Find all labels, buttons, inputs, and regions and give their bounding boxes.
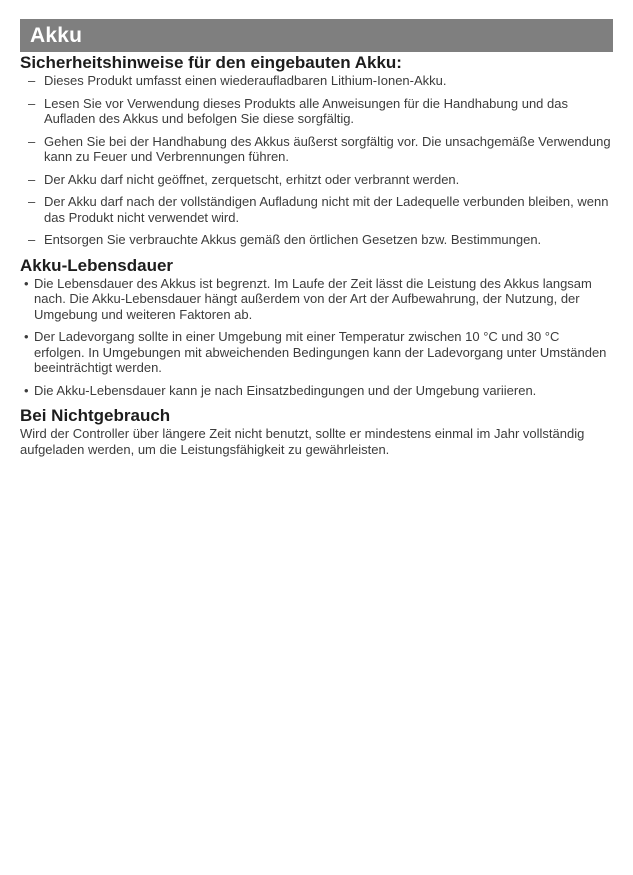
safety-list [20,73,613,248]
list-item-text: Entsorgen Sie verbrauchte Akkus gemäß den örtlichen Gesetzen bzw. Bestimmungen. [44,232,542,247]
dash-marker: – [28,95,36,111]
page-title: Akku [30,23,83,47]
bullet-marker: • [24,382,29,398]
bullet-marker: • [24,329,29,344]
section-heading-lifespan: Akku-Lebensdauer [20,255,174,275]
nonuse-paragraph: Wird der Controller über längere Zeit nicht benutzt, sollte er mindestens einmal im Jahr vollständig aufgeladen werden, um die Leistungsfähigkeit zu gewährleisten. [20,426,585,457]
list-item-text: Der Ladevorgang sollte in einer Umgebung mit einer Temperatur zwischen 10 °C und 30 °C erfolgen. In Umgebungen mit abweichenden Bedingungen kann der Ladevorgang unter Umständen beeinträchtigt werden. [34,329,607,375]
list-item-text: Die Akku-Lebensdauer kann je nach Einsatzbedingungen und der Umgebung variieren. [34,382,537,398]
list-item [20,73,613,89]
lifespan-list [20,276,613,399]
dash-marker: – [28,73,36,88]
list-item-text: Dieses Produkt umfasst einen wiederaufladbaren Lithium-Ionen-Akku. [44,73,447,88]
dash-marker: – [28,232,36,247]
list-item [20,329,613,376]
dash-marker: – [28,194,36,209]
list-item [20,134,613,165]
page-title-bar [20,19,613,52]
list-item-text: Gehen Sie bei der Handhabung des Akkus äußerst sorgfältig vor. Die unsachgemäße Verwendung kann zu Feuer und Verbrennungen führen. [44,133,611,164]
dash-marker: – [28,171,36,187]
section-heading-nonuse: Bei Nichtgebrauch [20,406,171,425]
list-item [20,276,613,323]
section-heading-safety: Sicherheitshinweise für den eingebauten Akku: [20,53,402,72]
list-item [20,383,613,399]
list-item-text: Der Akku darf nach der vollständigen Aufladung nicht mit der Ladequelle verbunden bleiben, wenn das Produkt nicht verwendet wird. [44,194,609,225]
list-item-text: Lesen Sie vor Verwendung dieses Produkts alle Anweisungen für die Handhabung und das Aufladen des Akkus und befolgen Sie diese sorgfältig. [44,95,568,126]
list-item [20,194,613,225]
list-item-text: Die Lebensdauer des Akkus ist begrenzt. Im Laufe der Zeit lässt die Leistung des Akkus langsam nach. Die Akku-Lebensdauer hängt außerdem von der Art der Aufbewahrung, der Nutzung, der Umgebung und weiteren Faktoren ab. [34,275,592,322]
list-item [20,232,613,248]
dash-marker: – [28,133,36,149]
page-content [20,52,613,457]
list-item-text: Der Akku darf nicht geöffnet, zerquetscht, erhitzt oder verbrannt werden. [44,171,460,187]
list-item [20,172,613,188]
bullet-marker: • [24,275,29,291]
list-item [20,96,613,127]
